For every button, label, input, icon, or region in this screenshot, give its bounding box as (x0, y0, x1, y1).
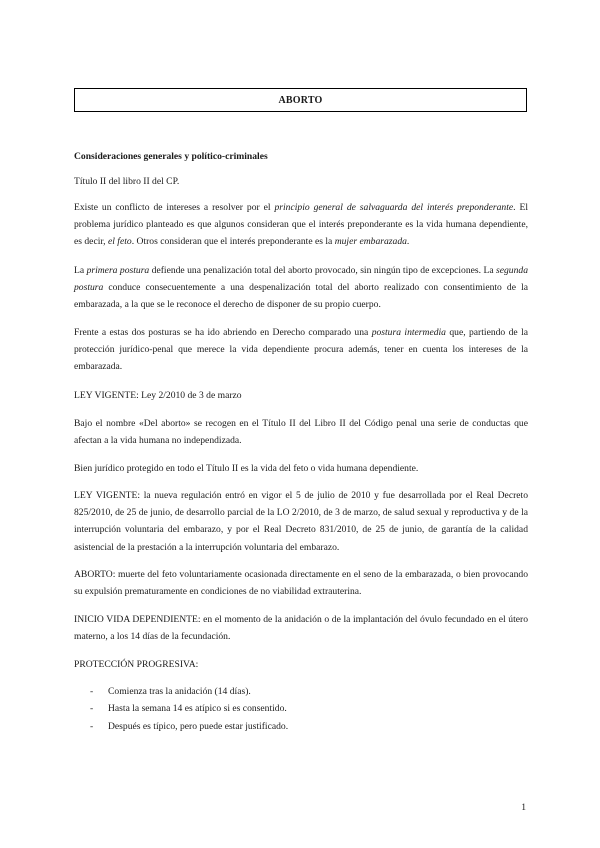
paragraph-intermediate (74, 324, 528, 376)
paragraph-ley-vigente-detail: LEY VIGENTE: la nueva regulación entró en vigor el 5 de julio de 2010 y fue desarrollada por el Real Decreto 825/2010, de 25 de junio, de desarrollo parcial de la LO 2/2010, de 3 de marzo, de salud sexual y reproductiva y de la interrupción voluntaria del embarazo, y por el Real Decreto 831/2010, de 25 de junio, de garantía de la calidad asistencial de la prestación a la interrupción voluntaria del embarazo. (74, 490, 528, 553)
text-segment: . Otros consideran que el interés preponderante es la (131, 236, 335, 248)
text-segment: La (74, 265, 87, 276)
paragraph-ley-vigente: LEY VIGENTE: Ley 2/2010 de 3 de marzo (74, 390, 242, 401)
text-italic: mujer embarazada (334, 236, 407, 248)
section-heading: Consideraciones generales y político-criminales (74, 151, 268, 162)
list-item-text: Hasta la semana 14 es atípico si es consentido. (108, 703, 287, 715)
list-item (90, 683, 510, 700)
text-italic: postura intermedia (371, 327, 446, 338)
text-segment: . (406, 236, 410, 248)
text-segment: que, partiendo de la protección jurídico-penal que merece la vida dependiente procura además, tener en cuenta los intereses de la embarazada. (74, 327, 528, 373)
page-number: 1 (521, 802, 526, 813)
paragraph-inicio-vida: INICIO VIDA DEPENDIENTE: en el momento de la anidación o de la implantación del óvulo fecundado en el útero materno, a los 14 días de la fecundación. (74, 614, 528, 643)
list-item (90, 700, 510, 717)
list-item-text: Comienza tras la anidación (14 días). (108, 686, 251, 697)
text-italic: segunda postura (74, 265, 528, 294)
bullet-list (90, 683, 510, 735)
text-italic: principio general de salvaguarda del interés preponderante (274, 202, 514, 213)
paragraph-titulo: Título II del libro II del CP. (74, 176, 180, 187)
text-italic: primera postura (86, 265, 150, 276)
text-segment: conduce consecuentemente a una despenalización total del aborto realizado con consentimiento de la embarazada, a la que se le reconoce el derecho de disponer de su propio cuerpo. (74, 282, 528, 311)
list-item-text: Después es típico, pero puede estar justificado. (108, 720, 289, 732)
text-segment: . El problema jurídico planteado es que algunos consideran que el interés preponderante es la vida humana dependiente, es decir, (74, 202, 528, 248)
list-item (90, 718, 510, 735)
bullet-marker: - (90, 720, 94, 732)
text-italic: el feto (107, 236, 132, 248)
document-title: ABORTO (74, 88, 527, 112)
paragraph-del-aborto: Bajo el nombre «Del aborto» se recogen en el Título II del Libro II del Código penal una serie de conductas que afectan a la vida humana no independizada. (74, 418, 528, 447)
paragraph-postures (74, 262, 528, 314)
bullet-marker: - (90, 703, 94, 715)
paragraph-conflict (74, 199, 528, 251)
text-segment: Existe un conflicto de intereses a resolver por el (74, 202, 275, 213)
paragraph-bien-juridico: Bien jurídico protegido en todo el Título II es la vida del feto o vida humana dependiente. (74, 463, 419, 474)
paragraph-proteccion: PROTECCIÓN PROGRESIVA: (74, 659, 199, 670)
paragraph-aborto-def: ABORTO: muerte del feto voluntariamente ocasionada directamente en el seno de la embarazada, o bien provocando su expulsión prematuramente en condiciones de no viabilidad extrauterina. (74, 569, 528, 598)
bullet-marker: - (90, 686, 94, 697)
text-segment: Frente a estas dos posturas se ha ido abriendo en Derecho comparado una (74, 327, 372, 338)
text-segment: defiende una penalización total del aborto provocado, sin ningún tipo de excepciones. La (149, 265, 497, 276)
